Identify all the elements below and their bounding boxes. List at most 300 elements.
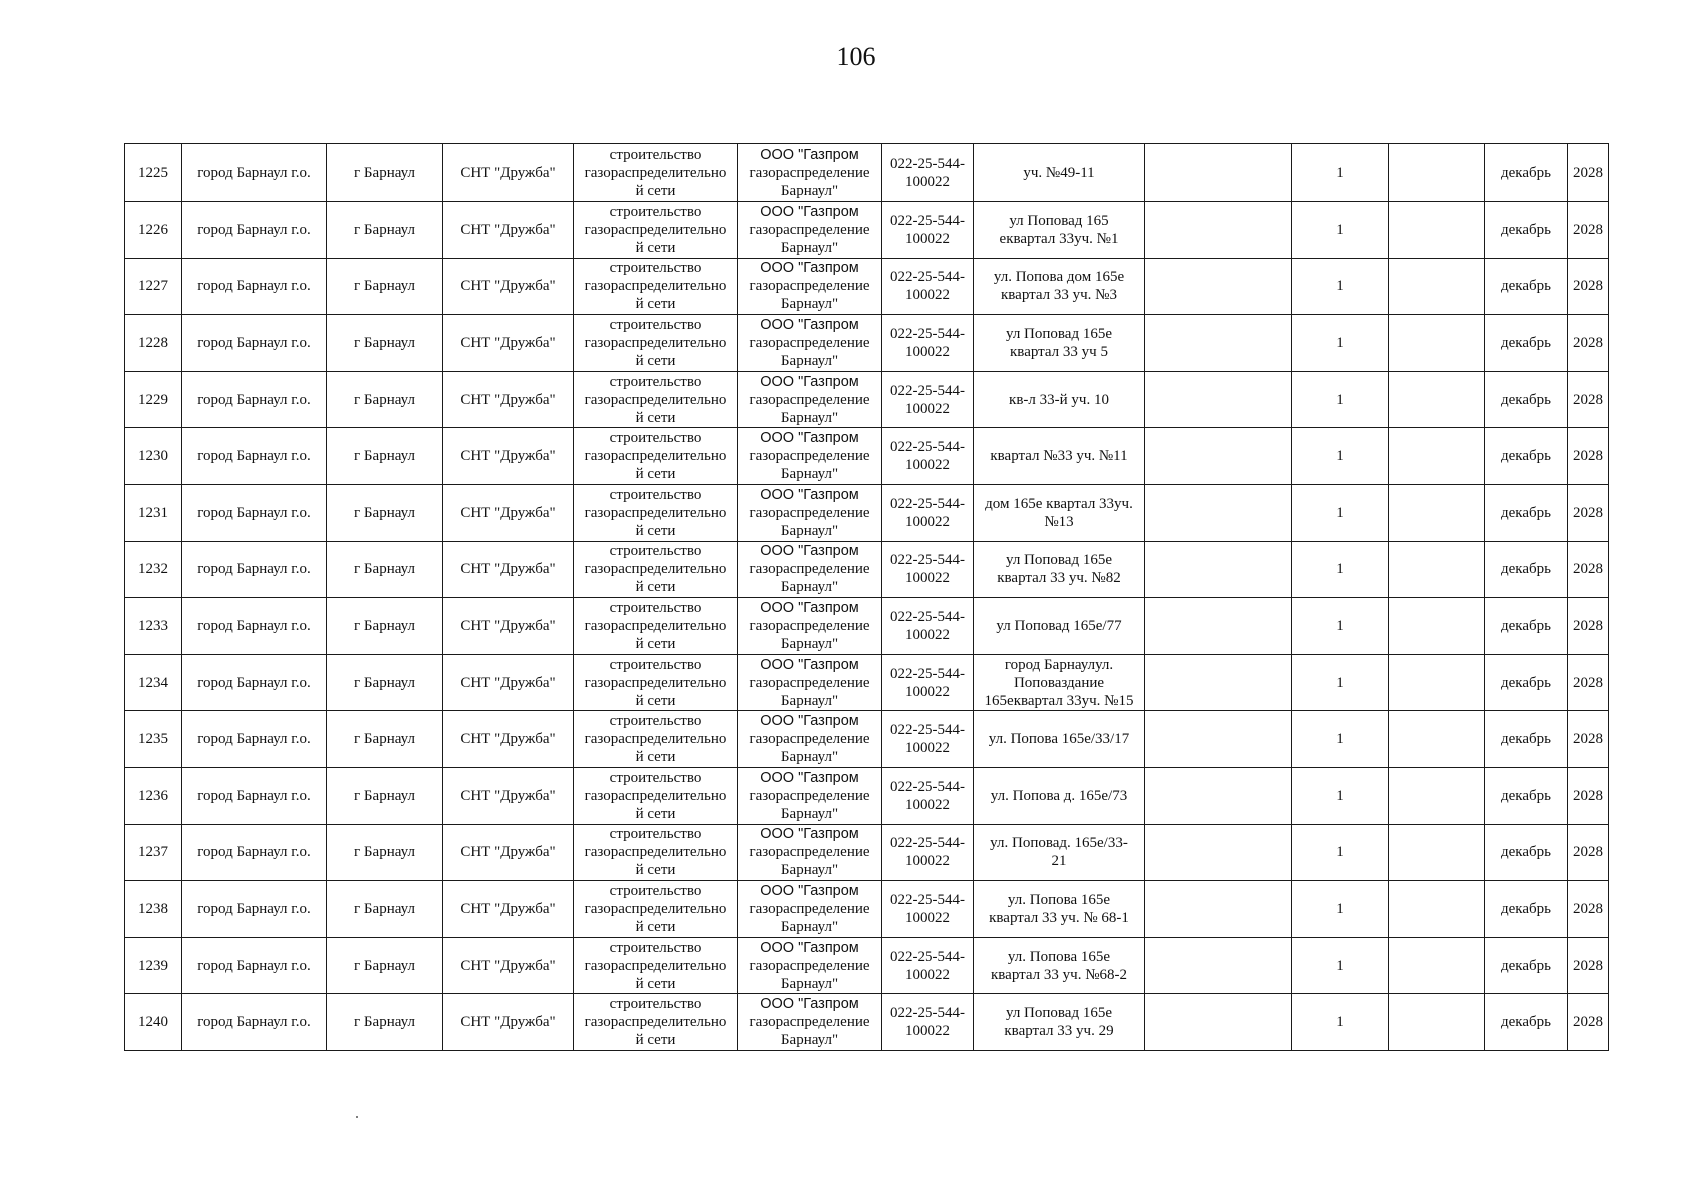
empty-cell [1145,767,1292,824]
address-cell [974,202,1145,259]
municipality-cell: город Барнаул г.о. [182,994,327,1051]
work-type-cell-line: строительство [609,146,702,163]
work-type-cell-line: й сети [635,749,676,766]
work-type-cell-line: й сети [635,182,676,199]
empty-cell [1389,994,1485,1051]
empty-cell [1389,315,1485,372]
quantity-cell: 1 [1292,767,1389,824]
municipality-cell: город Барнаул г.о. [182,541,327,598]
work-type-cell [574,654,738,711]
year-cell: 2028 [1568,541,1609,598]
organization-cell-line: газораспределение [749,334,870,351]
table-row [125,881,1609,938]
registry-table [124,143,1609,1051]
month-cell: декабрь [1485,654,1568,711]
year-cell: 2028 [1568,202,1609,259]
work-type-cell-line: строительство [609,882,702,899]
request-code-cell-line: 100022 [905,853,950,870]
work-type-cell-line: строительство [609,939,702,956]
locality-cell: г Барнаул [327,937,443,994]
organization-cell-line: Барнаул" [780,918,839,935]
year-cell: 2028 [1568,315,1609,372]
row-number-cell: 1237 [125,824,182,881]
work-type-cell-line: й сети [635,862,676,879]
request-code-cell-line: 100022 [905,740,950,757]
work-type-cell [574,711,738,768]
organization-cell-line: Барнаул" [780,296,839,313]
organization-cell-line: газораспределение [749,844,870,861]
request-code-cell-line: 022-25-544- [890,608,965,625]
work-type-cell-line: газораспределительно [584,957,727,974]
request-code-cell [882,202,974,259]
year-cell: 2028 [1568,484,1609,541]
address-cell [974,258,1145,315]
work-type-cell-line: газораспределительно [584,448,727,465]
society-cell: СНТ "Дружба" [443,258,574,315]
address-cell-line: 21 [1051,853,1067,870]
address-cell-line: квартал 33 уч. 29 [1004,1023,1114,1040]
quantity-cell: 1 [1292,654,1389,711]
organization-cell-line: газораспределение [749,391,870,408]
locality-cell: г Барнаул [327,824,443,881]
work-type-cell [574,824,738,881]
organization-cell-line: ООО "Газпром [760,599,859,616]
request-code-cell [882,994,974,1051]
request-code-cell-line: 022-25-544- [890,495,965,512]
work-type-cell-line: газораспределительно [584,787,727,804]
request-code-cell [882,484,974,541]
organization-cell-line: газораспределение [749,221,870,238]
organization-cell [738,484,882,541]
quantity-cell: 1 [1292,711,1389,768]
municipality-cell: город Барнаул г.о. [182,767,327,824]
organization-cell-line: Барнаул" [780,409,839,426]
row-number-cell: 1238 [125,881,182,938]
table-row [125,598,1609,655]
organization-cell-line: газораспределение [749,674,870,691]
municipality-cell: город Барнаул г.о. [182,484,327,541]
empty-cell [1389,371,1485,428]
work-type-cell-line: строительство [609,543,702,560]
month-cell: декабрь [1485,881,1568,938]
address-cell-line: ул. Попова д. 165е/73 [990,787,1128,804]
row-number-cell: 1229 [125,371,182,428]
organization-cell-line: Барнаул" [780,1032,839,1049]
year-cell: 2028 [1568,258,1609,315]
work-type-cell-line: строительство [609,486,702,503]
empty-cell [1389,711,1485,768]
society-cell: СНТ "Дружба" [443,937,574,994]
organization-cell [738,315,882,372]
empty-cell [1389,202,1485,259]
organization-cell-line: Барнаул" [780,522,839,539]
organization-cell [738,824,882,881]
table-row [125,202,1609,259]
work-type-cell-line: строительство [609,713,702,730]
organization-cell-line: Барнаул" [780,692,839,709]
empty-cell [1389,937,1485,994]
work-type-cell [574,541,738,598]
request-code-cell-line: 100022 [905,966,950,983]
empty-cell [1389,258,1485,315]
address-cell [974,371,1145,428]
organization-cell-line: газораспределение [749,787,870,804]
year-cell: 2028 [1568,824,1609,881]
address-cell-line: дом 165е квартал 33уч. [985,495,1133,512]
quantity-cell: 1 [1292,258,1389,315]
work-type-cell [574,202,738,259]
row-number-cell: 1227 [125,258,182,315]
empty-cell [1389,824,1485,881]
request-code-cell-line: 100022 [905,343,950,360]
address-cell-line: ул. Попова 165е/33/17 [988,731,1130,748]
month-cell: декабрь [1485,484,1568,541]
locality-cell: г Барнаул [327,994,443,1051]
month-cell: декабрь [1485,937,1568,994]
month-cell: декабрь [1485,994,1568,1051]
quantity-cell: 1 [1292,202,1389,259]
empty-cell [1145,315,1292,372]
organization-cell-line: Барнаул" [780,466,839,483]
address-cell-line: уч. №49-11 [1023,164,1095,181]
organization-cell-line: ООО "Газпром [760,373,859,390]
locality-cell: г Барнаул [327,541,443,598]
locality-cell: г Барнаул [327,258,443,315]
row-number-cell: 1228 [125,315,182,372]
address-cell-line: квартал 33 уч. №82 [997,570,1121,587]
quantity-cell: 1 [1292,428,1389,485]
work-type-cell-line: й сети [635,692,676,709]
row-number-cell: 1226 [125,202,182,259]
locality-cell: г Барнаул [327,144,443,202]
address-cell-line: ул Поповад 165е [1005,325,1113,342]
year-cell: 2028 [1568,144,1609,202]
work-type-cell-line: строительство [609,826,702,843]
address-cell-line: квартал 33 уч 5 [1010,343,1108,360]
address-cell-line: квартал 33 уч. №68-2 [991,966,1127,983]
address-cell-line: ул Поповад 165е [1005,552,1113,569]
organization-cell-line: Барнаул" [780,239,839,256]
quantity-cell: 1 [1292,881,1389,938]
request-code-cell [882,767,974,824]
request-code-cell-line: 100022 [905,570,950,587]
request-code-cell [882,654,974,711]
request-code-cell-line: 100022 [905,513,950,530]
municipality-cell: город Барнаул г.о. [182,881,327,938]
society-cell: СНТ "Дружба" [443,144,574,202]
empty-cell [1145,144,1292,202]
work-type-cell-line: строительство [609,316,702,333]
organization-cell [738,937,882,994]
empty-cell [1389,881,1485,938]
work-type-cell-line: й сети [635,296,676,313]
organization-cell-line: ООО "Газпром [760,203,859,220]
empty-cell [1145,598,1292,655]
municipality-cell: город Барнаул г.о. [182,654,327,711]
table-row [125,371,1609,428]
request-code-cell-line: 022-25-544- [890,439,965,456]
request-code-cell-line: 022-25-544- [890,1005,965,1022]
quantity-cell: 1 [1292,144,1389,202]
locality-cell: г Барнаул [327,202,443,259]
request-code-cell [882,937,974,994]
work-type-cell-line: газораспределительно [584,1014,727,1031]
empty-cell [1145,541,1292,598]
work-type-cell-line: газораспределительно [584,334,727,351]
quantity-cell: 1 [1292,371,1389,428]
request-code-cell-line: 100022 [905,457,950,474]
quantity-cell: 1 [1292,484,1389,541]
empty-cell [1389,484,1485,541]
request-code-cell-line: 022-25-544- [890,948,965,965]
address-cell-line: Поповаздание [1013,674,1105,691]
year-cell: 2028 [1568,371,1609,428]
society-cell: СНТ "Дружба" [443,994,574,1051]
work-type-cell-line: строительство [609,656,702,673]
locality-cell: г Барнаул [327,371,443,428]
request-code-cell [882,371,974,428]
work-type-cell-line: й сети [635,352,676,369]
work-type-cell-line: й сети [635,579,676,596]
row-number-cell: 1231 [125,484,182,541]
organization-cell-line: ООО "Газпром [760,430,859,447]
empty-cell [1389,598,1485,655]
work-type-cell [574,315,738,372]
organization-cell-line: ООО "Газпром [760,543,859,560]
municipality-cell: город Барнаул г.о. [182,598,327,655]
address-cell [974,824,1145,881]
society-cell: СНТ "Дружба" [443,711,574,768]
address-cell [974,541,1145,598]
request-code-cell-line: 100022 [905,683,950,700]
request-code-cell-line: 022-25-544- [890,382,965,399]
society-cell: СНТ "Дружба" [443,767,574,824]
address-cell [974,994,1145,1051]
organization-cell [738,711,882,768]
year-cell: 2028 [1568,937,1609,994]
year-cell: 2028 [1568,767,1609,824]
empty-cell [1145,937,1292,994]
work-type-cell-line: й сети [635,635,676,652]
empty-cell [1389,767,1485,824]
work-type-cell-line: строительство [609,260,702,277]
empty-cell [1145,824,1292,881]
row-number-cell: 1225 [125,144,182,202]
request-code-cell [882,258,974,315]
organization-cell-line: ООО "Газпром [760,769,859,786]
request-code-cell-line: 022-25-544- [890,891,965,908]
work-type-cell [574,428,738,485]
municipality-cell: город Барнаул г.о. [182,202,327,259]
work-type-cell-line: й сети [635,239,676,256]
work-type-cell-line: газораспределительно [584,561,727,578]
request-code-cell-line: 100022 [905,909,950,926]
month-cell: декабрь [1485,371,1568,428]
scan-speck [356,1116,358,1118]
row-number-cell: 1234 [125,654,182,711]
locality-cell: г Барнаул [327,881,443,938]
table-row [125,767,1609,824]
quantity-cell: 1 [1292,541,1389,598]
work-type-cell-line: й сети [635,466,676,483]
month-cell: декабрь [1485,144,1568,202]
organization-cell-line: газораспределение [749,617,870,634]
row-number-cell: 1230 [125,428,182,485]
request-code-cell-line: 022-25-544- [890,665,965,682]
municipality-cell: город Барнаул г.о. [182,144,327,202]
table-row [125,428,1609,485]
address-cell-line: квартал 33 уч. № 68-1 [989,909,1129,926]
table-row [125,994,1609,1051]
request-code-cell-line: 022-25-544- [890,212,965,229]
empty-cell [1389,144,1485,202]
organization-cell-line: Барнаул" [780,975,839,992]
work-type-cell-line: газораспределительно [584,278,727,295]
organization-cell-line: газораспределение [749,448,870,465]
table-row [125,824,1609,881]
work-type-cell-line: газораспределительно [584,617,727,634]
request-code-cell-line: 100022 [905,173,950,190]
year-cell: 2028 [1568,711,1609,768]
society-cell: СНТ "Дружба" [443,202,574,259]
locality-cell: г Барнаул [327,484,443,541]
table-body [125,144,1609,1051]
request-code-cell [882,598,974,655]
locality-cell: г Барнаул [327,711,443,768]
municipality-cell: город Барнаул г.о. [182,937,327,994]
work-type-cell-line: газораспределительно [584,900,727,917]
society-cell: СНТ "Дружба" [443,654,574,711]
organization-cell-line: Барнаул" [780,352,839,369]
organization-cell-line: ООО "Газпром [760,260,859,277]
locality-cell: г Барнаул [327,767,443,824]
quantity-cell: 1 [1292,994,1389,1051]
quantity-cell: 1 [1292,315,1389,372]
organization-cell-line: ООО "Газпром [760,826,859,843]
address-cell-line: ул. Поповад. 165е/33- [990,835,1128,852]
empty-cell [1389,541,1485,598]
organization-cell-line: ООО "Газпром [760,713,859,730]
organization-cell [738,994,882,1051]
request-code-cell-line: 100022 [905,230,950,247]
work-type-cell [574,144,738,202]
work-type-cell [574,881,738,938]
page-number: 106 [836,42,876,71]
address-cell-line: ул Поповад 165е [1005,1005,1113,1022]
empty-cell [1145,202,1292,259]
organization-cell-line: газораспределение [749,561,870,578]
address-cell-line: город Барнаулул. [1004,656,1114,673]
month-cell: декабрь [1485,711,1568,768]
address-cell-line: ул Поповад 165е/77 [996,617,1122,634]
table-row [125,654,1609,711]
work-type-cell [574,484,738,541]
request-code-cell-line: 022-25-544- [890,325,965,342]
organization-cell-line: Барнаул" [780,182,839,199]
society-cell: СНТ "Дружба" [443,541,574,598]
organization-cell-line: газораспределение [749,731,870,748]
municipality-cell: город Барнаул г.о. [182,428,327,485]
request-code-cell-line: 100022 [905,1023,950,1040]
work-type-cell [574,371,738,428]
request-code-cell [882,711,974,768]
society-cell: СНТ "Дружба" [443,315,574,372]
address-cell [974,598,1145,655]
year-cell: 2028 [1568,428,1609,485]
organization-cell [738,767,882,824]
organization-cell [738,202,882,259]
locality-cell: г Барнаул [327,428,443,485]
municipality-cell: город Барнаул г.о. [182,711,327,768]
organization-cell-line: ООО "Газпром [760,656,859,673]
organization-cell-line: газораспределение [749,1014,870,1031]
month-cell: декабрь [1485,767,1568,824]
empty-cell [1145,711,1292,768]
table-row [125,144,1609,202]
address-cell [974,654,1145,711]
work-type-cell [574,937,738,994]
address-cell-line: ул. Попова 165е [1007,948,1111,965]
quantity-cell: 1 [1292,598,1389,655]
address-cell [974,144,1145,202]
organization-cell-line: ООО "Газпром [760,146,859,163]
work-type-cell-line: газораспределительно [584,844,727,861]
address-cell-line: квартал №33 уч. №11 [990,448,1128,465]
address-cell [974,428,1145,485]
organization-cell-line: газораспределение [749,504,870,521]
request-code-cell-line: 022-25-544- [890,552,965,569]
month-cell: декабрь [1485,428,1568,485]
address-cell-line: квартал 33 уч. №3 [1000,287,1117,304]
organization-cell-line: газораспределение [749,900,870,917]
organization-cell-line: ООО "Газпром [760,486,859,503]
organization-cell [738,598,882,655]
work-type-cell-line: строительство [609,599,702,616]
empty-cell [1145,484,1292,541]
request-code-cell [882,541,974,598]
work-type-cell-line: газораспределительно [584,391,727,408]
organization-cell [738,371,882,428]
work-type-cell-line: й сети [635,975,676,992]
work-type-cell-line: строительство [609,769,702,786]
organization-cell-line: ООО "Газпром [760,882,859,899]
row-number-cell: 1235 [125,711,182,768]
municipality-cell: город Барнаул г.о. [182,315,327,372]
year-cell: 2028 [1568,654,1609,711]
month-cell: декабрь [1485,202,1568,259]
table-row [125,937,1609,994]
work-type-cell [574,994,738,1051]
work-type-cell-line: газораспределительно [584,674,727,691]
work-type-cell-line: й сети [635,1032,676,1049]
table-row [125,711,1609,768]
work-type-cell [574,598,738,655]
municipality-cell: город Барнаул г.о. [182,824,327,881]
table-row [125,484,1609,541]
organization-cell [738,258,882,315]
quantity-cell: 1 [1292,824,1389,881]
society-cell: СНТ "Дружба" [443,881,574,938]
month-cell: декабрь [1485,541,1568,598]
organization-cell-line: газораспределение [749,957,870,974]
work-type-cell-line: газораспределительно [584,731,727,748]
address-cell-line: ул. Попова дом 165е [993,269,1125,286]
request-code-cell-line: 022-25-544- [890,778,965,795]
request-code-cell-line: 100022 [905,626,950,643]
row-number-cell: 1236 [125,767,182,824]
organization-cell-line: Барнаул" [780,635,839,652]
month-cell: декабрь [1485,598,1568,655]
